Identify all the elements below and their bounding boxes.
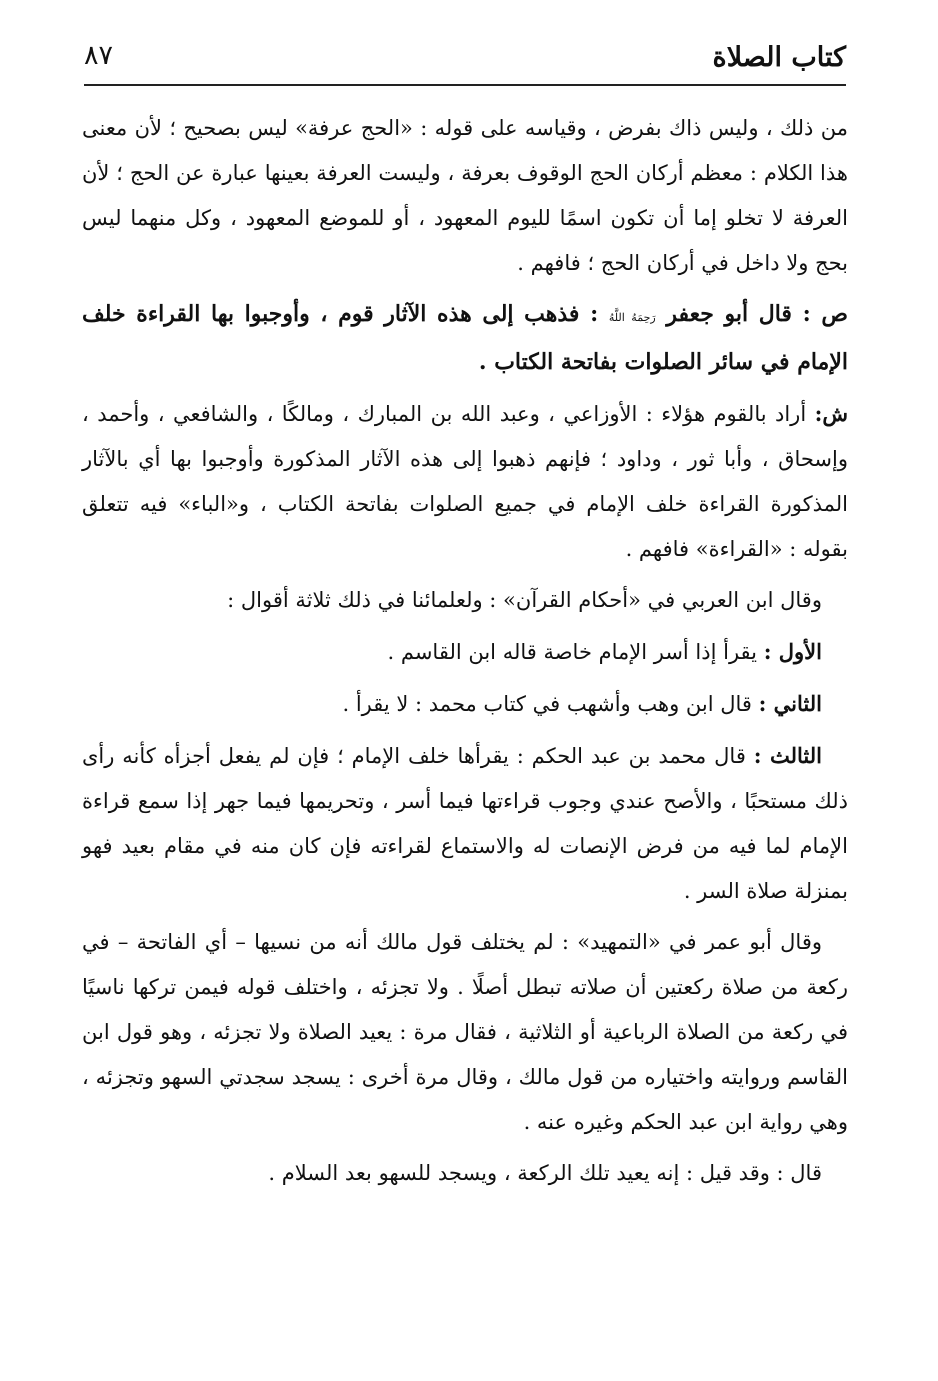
opinion-third (82, 733, 848, 914)
matn-text-start: : قال أبو جعفر (666, 301, 811, 327)
running-header (84, 34, 846, 86)
sharh-paragraph (82, 391, 848, 572)
page-number: ٨٧ (84, 40, 114, 71)
paragraph-text: وقال ابن العربي في «أحكام القرآن» : ولعلمائنا في ذلك ثلاثة أقوال : (227, 588, 822, 612)
page-body (82, 106, 848, 1202)
paragraph-text: وقال أبو عمر في «التمهيد» : لم يختلف قول مالك أنه من نسيها – أي الفاتحة – في ركعة من صلاة ركعتين أن صلاته تبطل أصلًا . ولا تجزئه ، واختلف قوله فيمن تركها ناسيًا في ركعة من الصلاة الرباعية أو الثلاثية ، فقال مرة : يعيد الصلاة ولا تجزئه ، وهو قول ابن القاسم وروايته واختياره من قول مالك ، وقال مرة أخرى : يسجد سجدتي السهو وتجزئه ، وهي رواية ابن عبد الحكم وغيره عنه . (82, 930, 848, 1134)
opinion-label: الثالث : (753, 743, 822, 768)
matn-marker: ص (821, 301, 848, 327)
sharh-marker: ش: (814, 401, 848, 426)
opinion-label: الأول : (763, 639, 822, 664)
matn-paragraph (82, 292, 848, 385)
paragraph-text: قال ابن وهب وأشهب في كتاب محمد : لا يقرأ . (342, 692, 752, 716)
paragraph (82, 106, 848, 286)
book-title: كتاب الصلاة (712, 42, 846, 73)
paragraph-text: قال محمد بن عبد الحكم : يقرأها خلف الإمام ؛ فإن لم يفعل أجزأه كأنه رأى ذلك مستحبًا ، والأصح عندي وجوب قراءتها فيما أسر ، وتحريمها فيما جهر إذا سمع قراءة الإمام لما فيه من فرض الإنصات له والاستماع لقراءته فإن كان منه في مقام بعيد فهو بمنزلة صلاة السر . (82, 744, 848, 903)
opinion-second (82, 681, 848, 727)
paragraph-text: من ذلك ، وليس ذاك بفرض ، وقياسه على قوله : «الحج عرفة» ليس بصحيح ؛ لأن معنى هذا الكلام : معظم أركان الحج الوقوف بعرفة ، وليست العرفة بعينها عبارة عن الحج ؛ لأن العرفة لا تخلو إما أن تكون اسمًا لليوم المعهود ، أو للموضع المعهود ، وكل منهما ليس بحج ولا داخل في أركان الحج ؛ فافهم . (82, 116, 848, 275)
paragraph-text: يقرأ إذا أسر الإمام خاصة قاله ابن القاسم . (387, 640, 758, 664)
paragraph (82, 920, 848, 1145)
opinion-label: الثاني : (758, 691, 822, 716)
paragraph (82, 578, 848, 623)
opinion-first (82, 629, 848, 675)
paragraph (82, 1151, 848, 1196)
paragraph-text: قال : وقد قيل : إنه يعيد تلك الركعة ، ويسجد للسهو بعد السلام . (268, 1161, 822, 1185)
paragraph-text: أراد بالقوم هؤلاء : الأوزاعي ، وعبد الله بن المبارك ، ومالكًا ، والشافعي ، وأحمد ، وإسحاق ، وأبا ثور ، وداود ؛ فإنهم ذهبوا إلى هذه الآثار المذكورة وأوجبوا بها أي بالآثار المذكورة القراءة خلف الإمام في جميع الصلوات بفاتحة الكتاب ، و«الباء» فيه تتعلق بقوله : «القراءة» فافهم . (82, 402, 848, 561)
matn-text-end: : فذهب إلى هذه الآثار قوم ، وأوجبوا بها القراءة خلف الإمام في سائر الصلوات بفاتحة الكتاب . (82, 301, 848, 375)
honorific-phrase: رَحِمَهُ اللَّهُ (608, 311, 656, 324)
